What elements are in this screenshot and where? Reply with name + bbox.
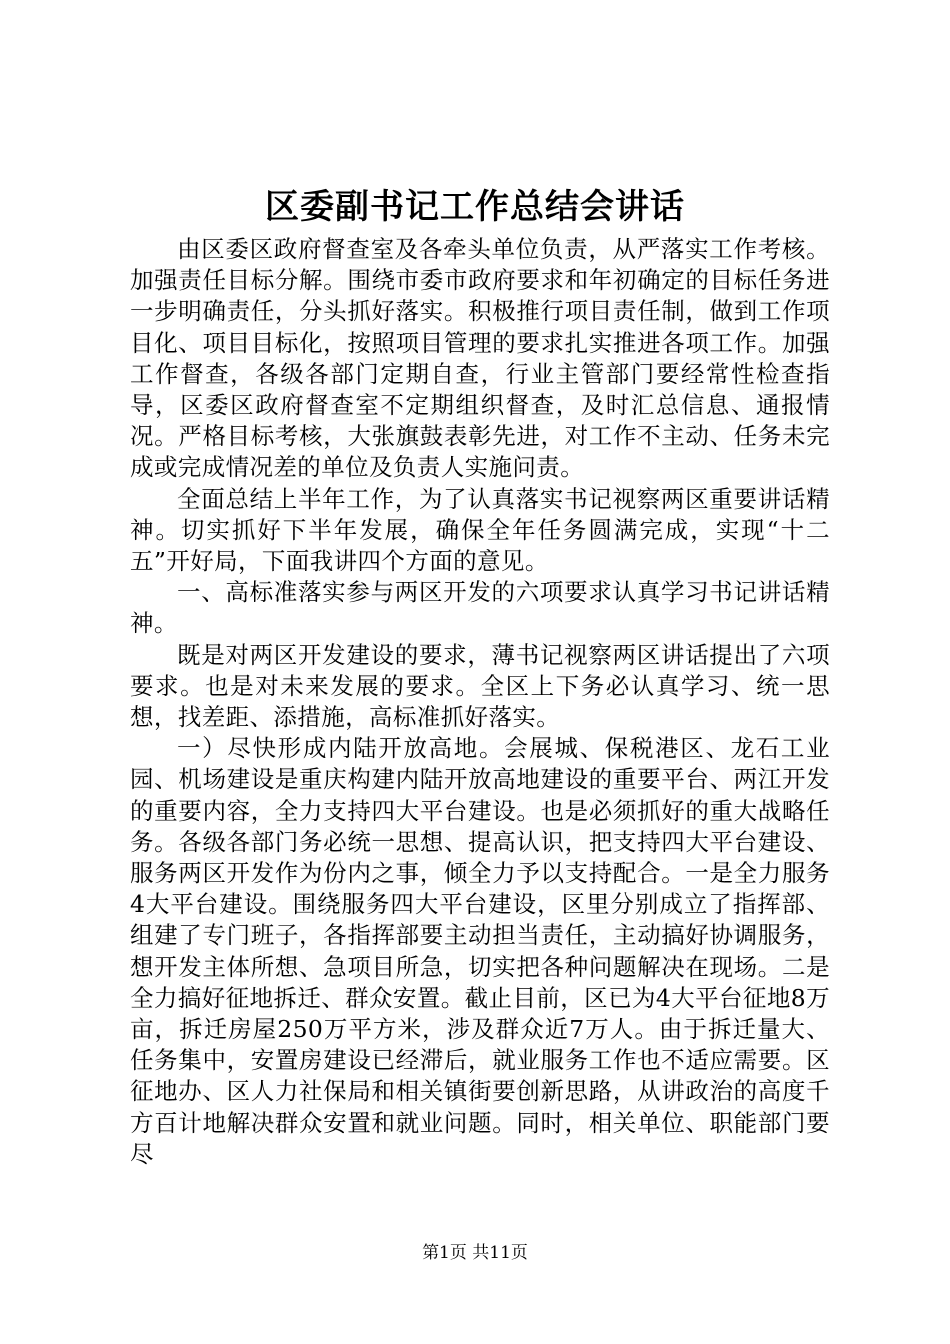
document-title: 区委副书记工作总结会讲话 [265, 187, 685, 227]
paragraph-4: 既是对两区开发建设的要求，薄书记视察两区讲话提出了六项要求。也是对未来发展的要求。全区上下务必认真学习、统一思想，找差距、添措施，高标准抓好落实。 [130, 640, 830, 732]
paragraph-1: 由区委区政府督查室及各牵头单位负责，从严落实工作考核。加强责任目标分解。围绕市委市政府要求和年初确定的目标任务进一步明确责任，分头抓好落实。积极推行项目责任制，做到工作项目化、项目目标化，按照项目管理的要求扎实推进各项工作。加强工作督查，各级各部门定期自查，行业主管部门要经常性检查指导，区委区政府督查室不定期组织督查，及时汇总信息、通报情况。严格目标考核，大张旗鼓表彰先进，对工作不主动、任务未完成或完成情况差的单位及负责人实施问责。 [130, 235, 830, 482]
paragraph-2: 全面总结上半年工作，为了认真落实书记视察两区重要讲话精神。切实抓好下半年发展，确保全年任务圆满完成，实现“十二五”开好局，下面我讲四个方面的意见。 [130, 484, 830, 576]
document-body [130, 234, 830, 1170]
paragraph-5: 一）尽快形成内陆开放高地。会展城、保税港区、龙石工业园、机场建设是重庆构建内陆开放高地建设的重要平台、两江开发的重要内容，全力支持四大平台建设。也是必须抓好的重大战略任务。各级各部门务必统一思想、提高认识，把支持四大平台建设、服务两区开发作为份内之事，倾全力予以支持配合。一是全力服务4大平台建设。围绕服务四大平台建设，区里分别成立了指挥部、组建了专门班子，各指挥部要主动担当责任，主动搞好协调服务，想开发主体所想、急项目所急，切实把各种问题解决在现场。二是全力搞好征地拆迁、群众安置。截止目前，区已为4大平台征地8万亩，拆迁房屋250万平方米，涉及群众近7万人。由于拆迁量大、任务集中，安置房建设已经滞后，就业服务工作也不适应需要。区征地办、区人力社保局和相关镇街要创新思路，从讲政治的高度千方百计地解决群众安置和就业问题。同时，相关单位、职能部门要尽 [130, 734, 830, 1168]
paragraph-3: 一、高标准落实参与两区开发的六项要求认真学习书记讲话精神。 [130, 578, 830, 638]
page-number-footer: 第1页 共11页 [422, 1243, 528, 1263]
